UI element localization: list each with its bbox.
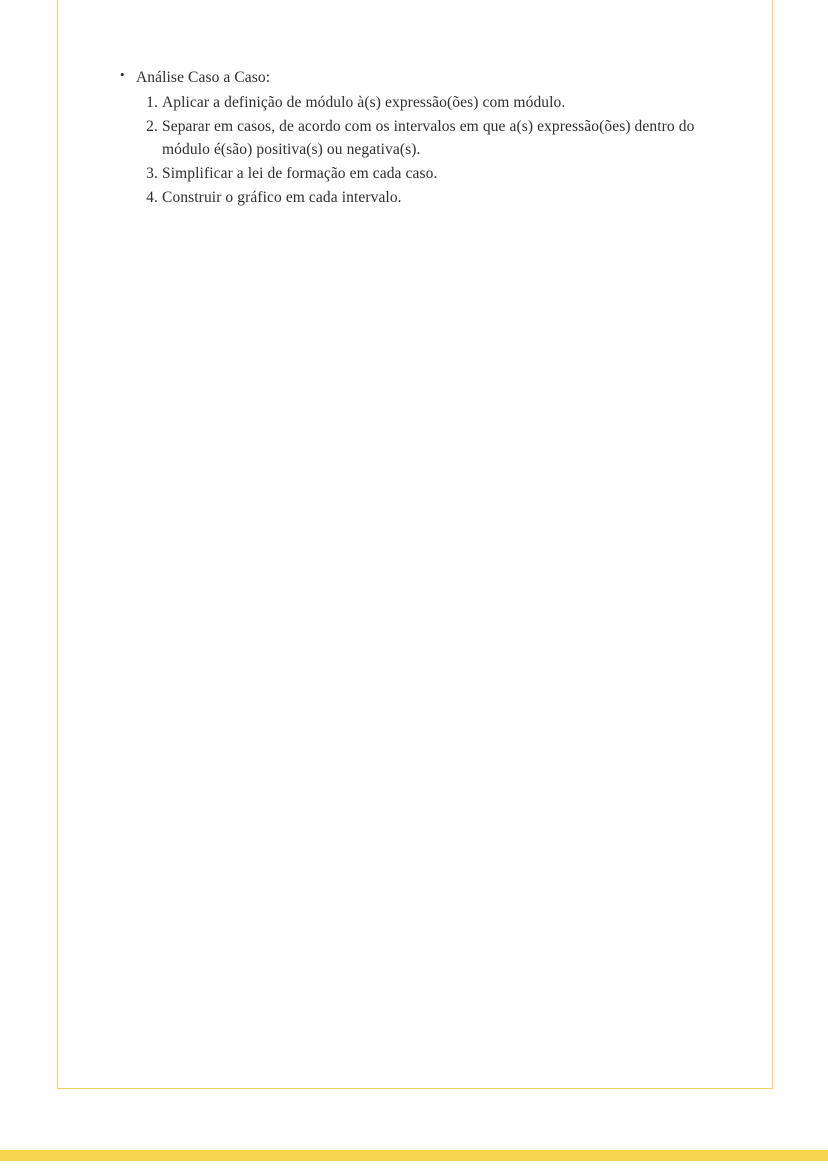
list-item: Separar em casos, de acordo com os intervalos em que a(s) expressão(ões) dentro do módulo é(são) positiva(s) ou negativa(s).: [162, 118, 695, 159]
footer-accent-bar: [0, 1150, 828, 1161]
document-content: [88, 67, 742, 211]
page-frame: [57, 0, 773, 1089]
footer-gap: [0, 1161, 828, 1171]
list-item: • Análise Caso a Caso:: [136, 67, 742, 89]
list-item: Aplicar a definição de módulo à(s) expressão(ões) com módulo.: [162, 94, 566, 112]
bullet-list: [88, 67, 742, 89]
numbered-list-wrapper: [88, 92, 742, 210]
list-item: Construir o gráfico em cada intervalo.: [162, 189, 402, 207]
list-item: Simplificar a lei de formação em cada caso.: [162, 165, 438, 183]
numbered-list: [136, 92, 742, 210]
